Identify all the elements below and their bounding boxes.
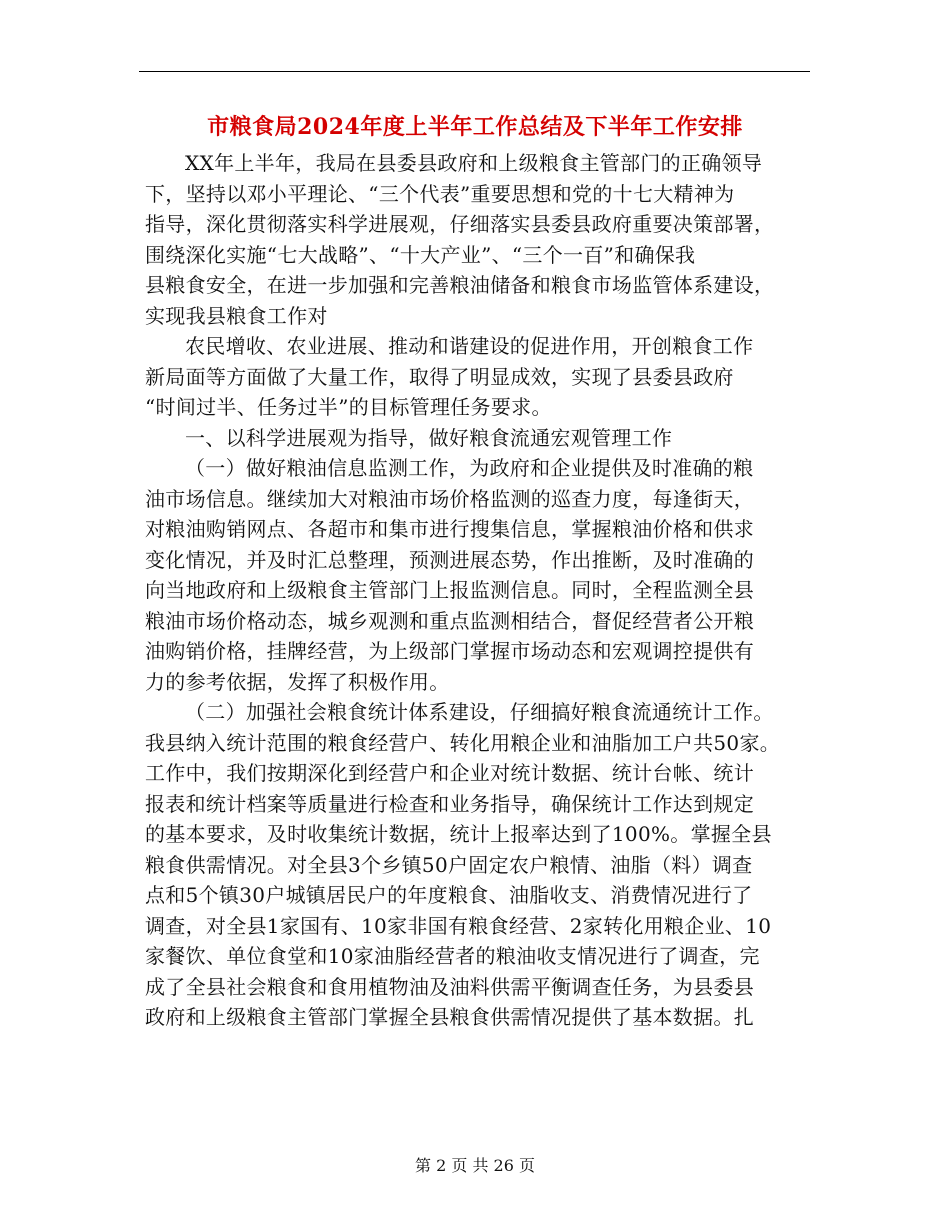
text-line: 成了全县社会粮食和食用植物油及油料供需平衡调查任务，为县委县 bbox=[145, 974, 754, 999]
text-line: 报表和统计档案等质量进行检查和业务指导，确保统计工作达到规定 bbox=[145, 791, 754, 816]
text-line: 县粮食安全，在进一步加强和完善粮油储备和粮食市场监管体系建设， bbox=[145, 273, 775, 297]
text-line: 农民增收、农业进展、推动和谐建设的促进作用，开创粮食工作 bbox=[185, 334, 754, 358]
text-line: 油购销价格，挂牌经营，为上级部门掌握市场动态和宏观调控提供有 bbox=[145, 639, 754, 663]
text-line: 家餐饮、单位食堂和10家油脂经营者的粮油收支情况进行了调查，完 bbox=[145, 944, 760, 968]
header-rule bbox=[139, 71, 810, 72]
text-line: 粮油市场价格动态，城乡观测和重点监测相结合，督促经营者公开粮 bbox=[145, 608, 754, 633]
text-line: 指导，深化贯彻落实科学进展观，仔细落实县委县政府重要决策部署， bbox=[145, 212, 775, 236]
text-line: 向当地政府和上级粮食主管部门上报监测信息。同时，全程监测全县 bbox=[145, 578, 754, 602]
text-line: 油市场信息。继续加大对粮油市场价格监测的巡查力度，每逢街天， bbox=[145, 486, 754, 511]
text-line: 对粮油购销网点、各超市和集市进行搜集信息，掌握粮油价格和供求 bbox=[145, 517, 754, 541]
text-line: 下，坚持以邓小平理论、“三个代表”重要思想和党的十七大精神为 bbox=[145, 181, 735, 206]
text-line: 变化情况，并及时汇总整理，预测进展态势，作出推断，及时准确的 bbox=[145, 547, 754, 572]
text-line: （一）做好粮油信息监测工作，为政府和企业提供及时准确的粮 bbox=[185, 456, 754, 480]
text-line: 新局面等方面做了大量工作，取得了明显成效，实现了县委县政府 bbox=[145, 364, 734, 389]
document-title: 市粮食局2024年度上半年工作总结及下半年工作安排 bbox=[207, 114, 743, 140]
text-line: “时间过半、任务过半”的目标管理任务要求。 bbox=[145, 395, 552, 419]
text-line: （二）加强社会粮食统计体系建设，仔细搞好粮食流通统计工作。 bbox=[185, 700, 774, 724]
text-line: 实现我县粮食工作对 bbox=[145, 303, 328, 328]
text-line: 围绕深化实施“七大战略”、“十大产业”、“三个一百”和确保我 bbox=[145, 242, 696, 267]
text-line: 的基本要求，及时收集统计数据，统计上报率达到了100%。掌握全县 bbox=[145, 822, 772, 846]
text-line: 点和5个镇30户城镇居民户的年度粮食、油脂收支、消费情况进行了 bbox=[145, 883, 753, 907]
text-line: 调查，对全县1家国有、10家非国有粮食经营、2家转化用粮企业、10 bbox=[145, 913, 772, 938]
text-line: 力的参考依据，发挥了积极作用。 bbox=[145, 669, 450, 694]
text-line: XX年上半年，我局在县委县政府和上级粮食主管部门的正确领导 bbox=[185, 151, 763, 175]
text-line: 粮食供需情况。对全县3个乡镇50户固定农户粮情、油脂（料）调查 bbox=[145, 852, 753, 877]
page-number-footer: 第 2 页 共 26 页 bbox=[415, 1156, 535, 1175]
text-line: 工作中，我们按期深化到经营户和企业对统计数据、统计台帐、统计 bbox=[145, 761, 754, 785]
text-line: 政府和上级粮食主管部门掌握全县粮食供需情况提供了基本数据。扎 bbox=[145, 1005, 754, 1029]
section-heading: 一、以科学进展观为指导，做好粮食流通宏观管理工作 bbox=[185, 425, 673, 450]
text-line: 我县纳入统计范围的粮食经营户、转化用粮企业和油脂加工户共50家。 bbox=[145, 730, 781, 755]
